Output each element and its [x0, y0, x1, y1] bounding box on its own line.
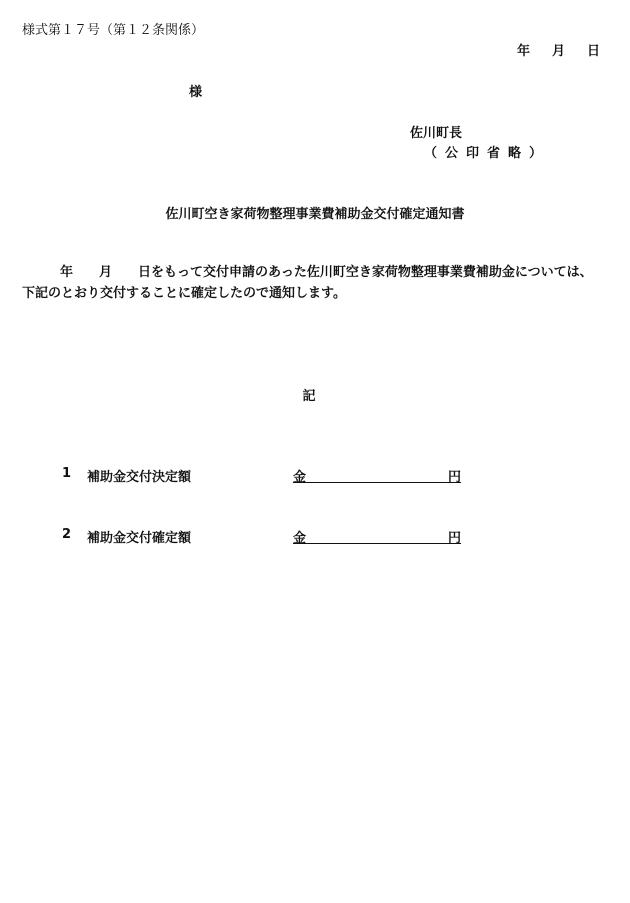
amount-field — [293, 527, 461, 544]
seal-note: （公印省略） — [424, 146, 551, 161]
document-title: 佐川町空き家荷物整理事業費補助金交付確定通知書 — [165, 207, 465, 222]
amount-suffix: 円 — [447, 470, 461, 485]
amount-field — [293, 466, 461, 483]
ki-heading: 記 — [302, 389, 316, 404]
body-text-line-1: 日をもって交付申請のあった佐川町空き家荷物整理事業費補助金については、 — [138, 265, 593, 280]
issuer-title: 佐川町長 — [410, 126, 463, 141]
date-line — [517, 40, 600, 59]
item-label: 補助金交付確定額 — [87, 531, 192, 546]
body-text-line-2: 下記のとおり交付することに確定したので通知します。 — [22, 286, 346, 301]
item-number: 2 — [62, 527, 72, 542]
date-day-label: 日 — [586, 44, 600, 59]
amount-prefix: 金 — [293, 470, 307, 485]
amount-suffix: 円 — [447, 531, 461, 546]
date-year-label: 年 — [516, 44, 530, 59]
amount-prefix: 金 — [293, 531, 307, 546]
item-number: 1 — [62, 466, 72, 481]
body-month-label: 月 — [99, 265, 113, 280]
form-number: 様式第１７号（第１２条関係） — [22, 23, 205, 38]
date-month-label: 月 — [551, 44, 565, 59]
body-text — [22, 262, 612, 304]
item-label: 補助金交付決定額 — [87, 470, 192, 485]
recipient-suffix: 様 — [189, 85, 203, 100]
body-year-label: 年 — [60, 265, 74, 280]
